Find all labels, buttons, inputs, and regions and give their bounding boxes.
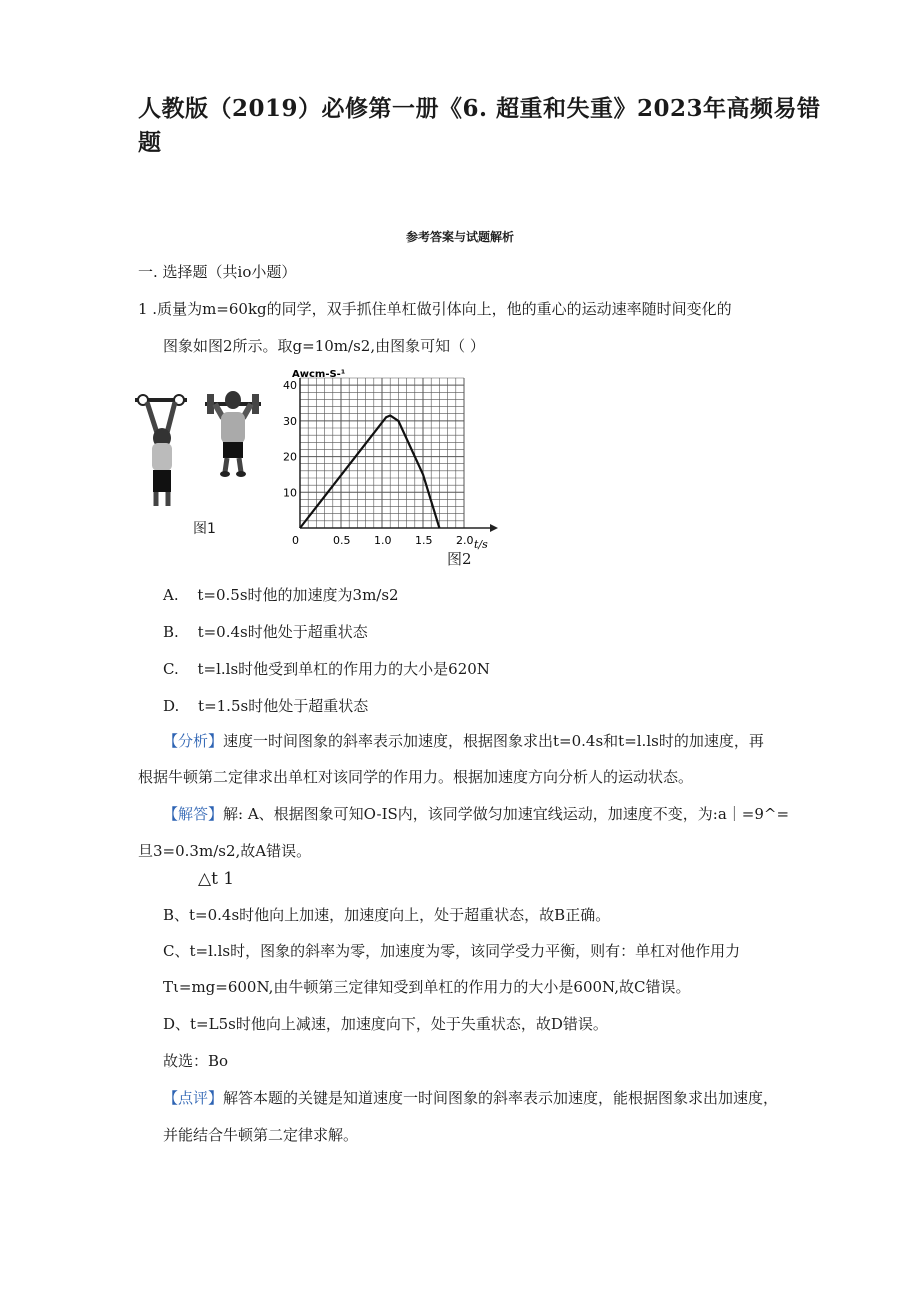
question-text-line1: 1 .质量为m=60kg的同学，双手抓住单杠做引体向上，他的重心的运动速率随时间变化的 <box>138 300 732 318</box>
comment-line1 <box>163 1088 778 1108</box>
x-tick-label: 1.0 <box>374 534 392 547</box>
solution-line4: B、t=0.4s时他向上加速，加速度向上，处于超重状态，故B正确。 <box>163 906 611 924</box>
y-tick-label: 20 <box>283 450 297 464</box>
solution-line2: 旦3=0.3m∕s2,故A错误。 <box>138 842 312 860</box>
solution-text-1: 解: A、根据图象可知O-IS内，该同学做匀加速宜线运动，加速度不变，为:a｜=9^= <box>223 805 790 823</box>
chart-tick-labels <box>283 379 474 547</box>
figure-1-caption: 图1 <box>193 521 216 537</box>
option-c-text: t=l.ls时他受到单杠的作用力的大小是620N <box>197 660 490 678</box>
y-tick-label: 40 <box>283 379 297 393</box>
y-axis-label: Awcm-S-¹ <box>292 369 346 380</box>
option-b-text: t=0.4s时他处于超重状态 <box>197 623 368 641</box>
option-d <box>163 696 368 716</box>
chart-axes <box>300 378 498 532</box>
y-tick-label: 30 <box>283 414 297 428</box>
question-text-line2: 图象如图2所示。取g=10m∕s2,由图象可知（ ） <box>163 337 485 355</box>
analysis-tag: 【分析】 <box>163 732 224 750</box>
figure-1-pullup-illustration <box>135 388 275 538</box>
option-d-label: D. <box>163 697 180 715</box>
comment-tag: 【点评】 <box>163 1089 224 1107</box>
option-c <box>163 659 490 679</box>
option-a-text: t=0.5s时他的加速度为3m∕s2 <box>197 586 399 604</box>
comment-text-1: 解答本题的关键是知道速度一时间图象的斜率表示加速度，能根据图象求出加速度， <box>223 1089 779 1107</box>
y-tick-label: 10 <box>283 486 297 500</box>
option-c-label: C. <box>163 660 179 678</box>
x-axis-arrow <box>490 524 498 532</box>
section-header: 一. 选择题（共io小题） <box>138 263 297 281</box>
solution-line1 <box>163 804 789 824</box>
option-a <box>163 585 399 605</box>
answer-section-subtitle: 参考答案与试题解析 <box>405 230 514 244</box>
analysis-line1 <box>163 731 764 751</box>
solution-answer: 故选：Bo <box>163 1052 229 1070</box>
solution-tag: 【解答】 <box>163 805 224 823</box>
series-line-velocity <box>300 416 439 529</box>
solution-line6: Tι=mg=600N,由牛顿第三定律知受到单杠的作用力的大小是600N,故C错误。 <box>163 978 691 996</box>
document-title: 人教版（2019）必修第一册《6. 超重和失重》2023年高频易错 <box>138 95 821 122</box>
document-title-continued: 题 <box>138 129 162 156</box>
analysis-text-1: 速度一时间图象的斜率表示加速度，根据图象求出t=0.4s和t=l.ls时的加速度，再 <box>223 732 764 750</box>
x-tick-label: 1.5 <box>415 534 433 547</box>
figure-2-caption: 图2 <box>447 550 472 568</box>
option-b-label: B. <box>163 623 179 641</box>
option-b <box>163 622 368 642</box>
figure-2-velocity-time-chart <box>278 366 498 550</box>
x-axis-label: t/s <box>474 538 488 550</box>
x-tick-label: 0.5 <box>333 534 351 547</box>
solution-line3: △t 1 <box>198 869 235 889</box>
option-d-text: t=1.5s时他处于超重状态 <box>198 697 369 715</box>
x-tick-label: 0 <box>292 534 299 547</box>
option-a-label: A. <box>163 586 179 604</box>
solution-line7: D、t=L5s时他向上减速，加速度向下，处于失重状态，故D错误。 <box>163 1015 608 1033</box>
x-tick-label: 2.0 <box>456 534 474 547</box>
solution-line5: C、t=l.ls时，图象的斜率为零，加速度为零，该同学受力平衡，则有：单杠对他作用力 <box>163 942 741 960</box>
chart-grid <box>300 378 464 528</box>
analysis-line2: 根据牛顿第二定律求出单杠对该同学的作用力。根据加速度方向分析人的运动状态。 <box>138 768 694 786</box>
comment-line2: 并能结合牛顿第二定律求解。 <box>163 1126 359 1144</box>
